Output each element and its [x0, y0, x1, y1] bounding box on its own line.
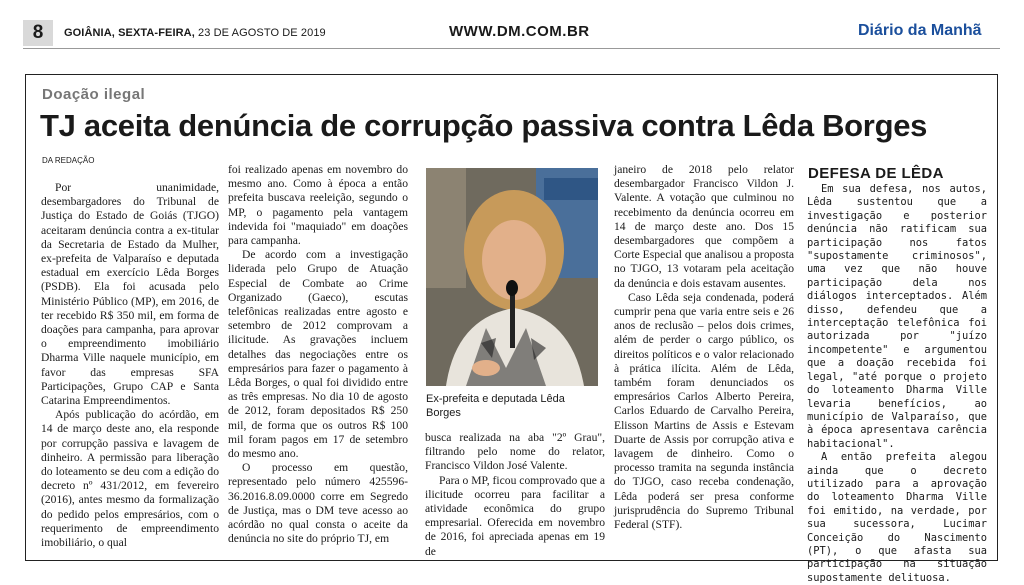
article-column-4	[614, 163, 794, 532]
paragraph: Em sua defesa, nos autos, Lêda sustentou que a investigação e posterior denúncia não ratificam sua participação nos fatos "supostamente criminosos", uma vez que não houve participação dela nos diálogos interceptados. Além disso, defendeu que a interceptação telefônica foi autorizada por "juízo incompetente" e argumentou que a doação recebida foi legal, "até porque o projeto do loteamento Dharma Ville levaria benefícios, ao município de Valparaíso, que à época apresentava carência habitacional".	[807, 183, 987, 450]
paragraph: foi realizado apenas em novembro do mesmo ano. Como à época a então prefeita buscava reeleição, segundo o MP, o pagamento pela vantagem indevida foi "maquiado" em doações para campanha.	[228, 163, 408, 248]
page-number: 8	[23, 20, 53, 46]
paragraph: Após publicação do acórdão, em 14 de março deste ano, ela responde por corrupção passiva e lavagem de dinheiro. A permissão para liberação do loteamento se deu com a edição do decreto nº 431/2012, em fevereiro (2016), antes mesmo da formalização do pedido pelos empresários, com o requerimento de empreendimento imobiliário, o qual	[41, 408, 219, 550]
sidebar-heading: DEFESA DE LÊDA	[808, 165, 944, 182]
paragraph: De acordo com a investigação liderada pelo Grupo de Atuação Especial de Combate ao Crime Organizado (Gaeco), escutas telefônicas realizadas entre agosto e setembro de 2012 comprovam a ilicitude. As gravações incluem detalhes das negociações entre os empresários para fazer o pagamento à Lêda Borges, o qual foi dividido entre as três empresas. No dia 10 de agosto de 2012, foram depositados R$ 250 mil, de forma que os outros R$ 100 mil foram pagos em 17 de setembro do mesmo ano.	[228, 248, 408, 461]
site-url: WWW.DM.COM.BR	[449, 23, 590, 40]
paragraph: A então prefeita alegou ainda que o decreto utilizado para a aprovação do loteamento Dharma Ville foi emitido, na verdade, por sua sucessora, Lucimar Conceição do Nascimento (PT), o que afasta sua participação na situação supostamente delituosa.	[807, 451, 987, 584]
article-headline: TJ aceita denúncia de corrupção passiva contra Lêda Borges	[40, 108, 928, 143]
newspaper-logo: Diário da Manhã	[858, 22, 982, 39]
header-rule	[23, 48, 1000, 49]
article-column-2	[228, 163, 408, 546]
paragraph: Para o MP, ficou comprovado que a ilicitude ocorreu para facilitar a atividade econômica do grupo empresarial. Oferecida em novembro de 2016, foi apreciada apenas em 19 de	[425, 473, 605, 558]
paragraph: Caso Lêda seja condenada, poderá cumprir pena que varia entre seis e 26 anos de reclusão – pelos dois crimes, além de perder o cargo público, os direitos políticos e o valor relacionado à prática ilícita. Além de Lêda, também foram denunciados os empresários Carlos Alberto Pereira, Carlos Eduardo de Carvalho Pereira, Elisson Martins de Assis e Estevam Duarte de Assis por corrupção ativa e lavagem de dinheiro. Como o processo tramita na segunda instância do TJGO, caso receba condenação, Lêda poderá ser presa conforme jurisprudência do Supremo Tribunal Federal (STF).	[614, 290, 794, 532]
article-kicker: Doação ilegal	[42, 86, 146, 103]
sidebar-column	[807, 183, 987, 585]
portrait-image	[426, 168, 598, 386]
dateline	[64, 27, 326, 39]
paragraph: busca realizada na aba "2º Grau", filtrando pelo nome do relator, Francisco Vildon José Valente.	[425, 431, 605, 473]
article-column-1	[41, 181, 219, 550]
dateline-date: 23 DE AGOSTO DE 2019	[198, 27, 326, 39]
paragraph: janeiro de 2018 pelo relator desembargador Francisco Vildon J. Valente. A votação que culminou no recebimento da denúncia ocorreu em 14 de março deste ano. Dos 15 desembargadores que compõem a Corte Especial que analisou a proposta no TJGO, 13 votaram pela aceitação da denúncia e dois estavam ausentes.	[614, 163, 794, 290]
paragraph: O processo em questão, representado pelo número 425596-36.2016.8.09.0000 corre em Segredo de Justiça, mas o DM teve acesso ao acórdão no qual consta o aceite da denúncia no site do próprio TJ, em	[228, 461, 408, 546]
photo-caption: Ex-prefeita e deputada Lêda Borges	[426, 393, 565, 419]
page-header	[0, 0, 1024, 54]
article-byline: DA REDAÇÃO	[42, 156, 95, 165]
article-column-3	[425, 431, 605, 559]
dateline-city-day: GOIÂNIA, SEXTA-FEIRA,	[64, 27, 195, 39]
paragraph: Por unanimidade, desembargadores do Tribunal de Justiça do Estado de Goiás (TJGO) aceitaram denúncia contra a ex-titular da Secretaria de Estado da Mulher, ex-prefeita de Valparaíso e deputada estadual em exercício Lêda Borges (PSDB). Ela foi acusada pelo Ministério Público (MP), em 2016, de ter recebido R$ 350 mil, em forma de doações para campanha, para aprovar o empreendimento imobiliário Dharma Ville naquele município, em favor das empresas SFA Participações, Grupo CAP e Santa Catarina Empreendimentos.	[41, 181, 219, 408]
article-photo	[426, 168, 598, 386]
